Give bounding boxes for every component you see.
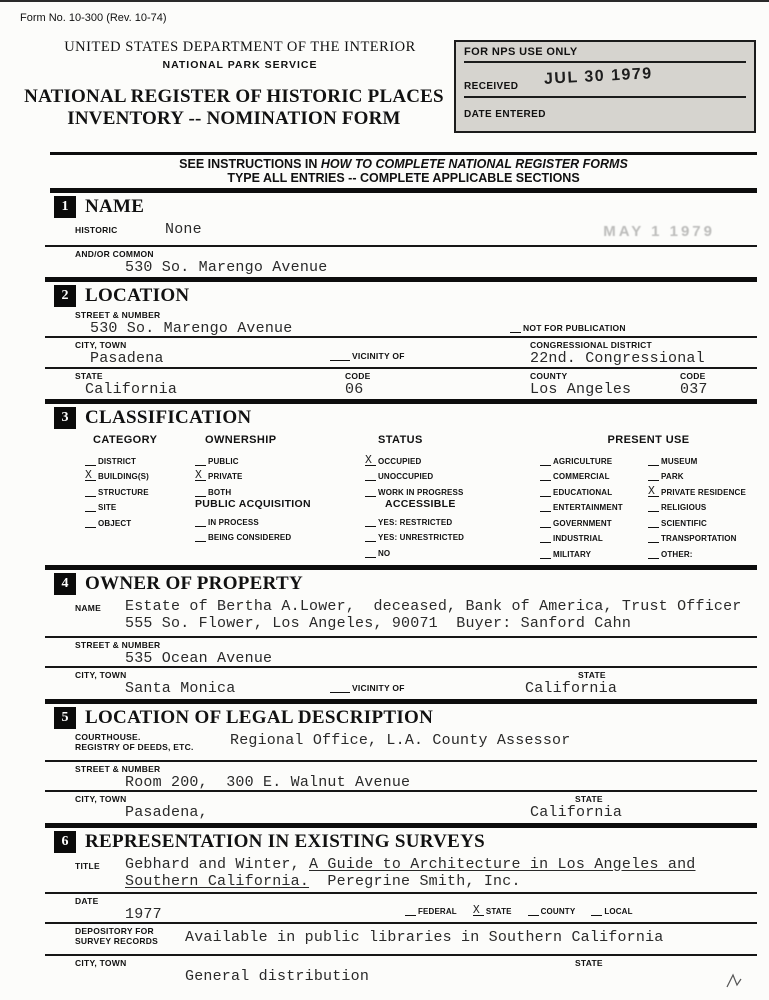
field-historic-name bbox=[45, 219, 757, 247]
checkbox-label: UNOCCUPIED bbox=[378, 472, 434, 481]
checkbox-mark bbox=[591, 905, 602, 916]
checkbox-mark bbox=[85, 517, 96, 528]
checkbox-label: PARK bbox=[661, 472, 684, 481]
historic-value: None bbox=[165, 221, 202, 238]
checkbox-label: STRUCTURE bbox=[98, 487, 149, 497]
checkbox-mark: X bbox=[85, 470, 96, 481]
checkbox-label: YES: RESTRICTED bbox=[378, 517, 453, 527]
section1-title: NAME bbox=[85, 196, 145, 217]
section3-title: CLASSIFICATION bbox=[85, 407, 252, 428]
checkbox-mark bbox=[540, 548, 551, 559]
survey-title-line2-underlined: Southern California. bbox=[125, 872, 310, 890]
checkbox-mark bbox=[648, 501, 659, 512]
checkbox-mark bbox=[648, 517, 659, 528]
checkbox-label: LOCAL bbox=[604, 906, 633, 916]
date-entered-row bbox=[464, 98, 746, 124]
checkbox-item-both bbox=[195, 481, 365, 497]
survey-title-label: TITLE bbox=[75, 860, 100, 871]
present-use-header: PRESENT USE bbox=[607, 434, 690, 446]
checkbox-item-other bbox=[648, 543, 746, 559]
depository-label-line1: DEPOSITORY FOR bbox=[75, 925, 154, 936]
checkbox-item-park bbox=[648, 466, 746, 482]
field-survey-title bbox=[45, 854, 757, 894]
checkbox-mark bbox=[85, 486, 96, 497]
checkbox-item-transportation bbox=[648, 528, 746, 544]
not-for-publication-label: NOT FOR PUBLICATION bbox=[523, 323, 626, 333]
owner-street-value: 535 Ocean Avenue bbox=[125, 649, 273, 667]
owner-vicinity-label: VICINITY OF bbox=[352, 682, 405, 693]
public-acquisition-checklist bbox=[195, 511, 365, 542]
received-date-stamp: JUL 30 1979 bbox=[543, 65, 654, 88]
classification-grid bbox=[45, 430, 757, 565]
checkbox-item-museum bbox=[648, 450, 746, 466]
owner-city-label: CITY, TOWN bbox=[75, 669, 127, 680]
section4-heading bbox=[45, 570, 757, 596]
checkbox-label: PRIVATE bbox=[208, 472, 243, 481]
checkbox-mark bbox=[648, 470, 659, 481]
section1-heading bbox=[45, 193, 757, 219]
checkbox-label: MILITARY bbox=[553, 549, 592, 559]
checkbox-mark bbox=[85, 455, 96, 466]
checkbox-item-object bbox=[85, 512, 195, 528]
state-code-value: 06 bbox=[345, 381, 364, 398]
survey-state-label: STATE bbox=[575, 957, 603, 968]
checkbox-mark bbox=[195, 455, 206, 466]
checkbox-label: OCCUPIED bbox=[378, 456, 422, 466]
section5-heading bbox=[45, 704, 757, 730]
section4-number-badge: 4 bbox=[54, 573, 76, 595]
survey-level-checklist bbox=[405, 896, 633, 920]
checkbox-mark bbox=[540, 486, 551, 497]
checkbox-item-state bbox=[473, 900, 512, 916]
owner-state-label: STATE bbox=[578, 669, 606, 680]
checkbox-mark bbox=[365, 470, 376, 481]
section-surveys bbox=[45, 823, 757, 986]
field-city-town bbox=[45, 338, 757, 369]
not-for-publication-blank bbox=[510, 322, 521, 333]
section2-heading bbox=[45, 282, 757, 308]
checkbox-item-industrial bbox=[540, 528, 648, 544]
form-title bbox=[14, 86, 454, 130]
not-for-publication bbox=[510, 322, 626, 333]
service-name: NATIONAL PARK SERVICE bbox=[162, 59, 318, 71]
checkbox-label: FEDERAL bbox=[418, 906, 457, 916]
checkbox-mark bbox=[195, 516, 206, 527]
legal-street-label: STREET & NUMBER bbox=[75, 763, 161, 774]
state-value: California bbox=[85, 381, 178, 398]
survey-title-underlined: A Guide to Architecture in Los Angeles and bbox=[309, 855, 696, 873]
ownership-header: OWNERSHIP bbox=[205, 434, 277, 446]
checkbox-mark bbox=[540, 501, 551, 512]
checkbox-label: IN PROCESS bbox=[208, 517, 259, 527]
checkbox-item-in-process bbox=[195, 511, 365, 527]
section-legal-description bbox=[45, 699, 757, 823]
field-legal-city bbox=[45, 792, 757, 823]
legal-state-value: California bbox=[530, 803, 623, 821]
survey-title-value-line1 bbox=[125, 856, 696, 873]
field-owner-name bbox=[45, 596, 757, 638]
agency-block bbox=[50, 39, 430, 71]
owner-state-value: California bbox=[525, 679, 618, 697]
checkbox-label: INDUSTRIAL bbox=[553, 534, 603, 543]
status-header: STATUS bbox=[378, 434, 423, 446]
date-entered-label: DATE ENTERED bbox=[464, 109, 546, 120]
field-owner-street bbox=[45, 638, 757, 668]
street-label: STREET & NUMBER bbox=[75, 310, 161, 320]
survey-city-label: CITY, TOWN bbox=[75, 957, 127, 968]
checkbox-mark bbox=[195, 486, 206, 497]
checkbox-item-private bbox=[195, 466, 365, 482]
common-label: AND/OR COMMON bbox=[75, 249, 154, 259]
checkbox-mark bbox=[365, 516, 376, 527]
congressional-district-label: CONGRESSIONAL DISTRICT bbox=[530, 340, 652, 350]
congressional-district-value: 22nd. Congressional bbox=[530, 350, 705, 367]
checkbox-label: AGRICULTURE bbox=[553, 456, 613, 466]
checkbox-mark bbox=[85, 501, 96, 512]
public-acquisition-header: PUBLIC ACQUISITION bbox=[195, 498, 311, 510]
field-courthouse bbox=[45, 730, 757, 762]
checkbox-item-being-considered bbox=[195, 527, 365, 543]
checkbox-item-military bbox=[540, 543, 648, 559]
survey-title-plain: Gebhard and Winter, bbox=[125, 855, 310, 873]
courthouse-label-line2: REGISTRY OF DEEDS, ETC. bbox=[75, 741, 194, 752]
checkbox-label: TRANSPORTATION bbox=[661, 534, 737, 543]
checkbox-item-entertainment bbox=[540, 497, 648, 513]
checkbox-item-private-residence bbox=[648, 481, 746, 497]
state-code-label: CODE bbox=[345, 371, 371, 381]
state-label: STATE bbox=[75, 371, 103, 381]
depository-value: Available in public libraries in Southern California bbox=[185, 928, 664, 946]
checkbox-item-yes-unrestricted bbox=[365, 527, 540, 543]
checkbox-label: GOVERNMENT bbox=[553, 518, 612, 528]
checkbox-label: WORK IN PROGRESS bbox=[378, 487, 464, 497]
survey-title-line2-plain: Peregrine Smith, Inc. bbox=[309, 872, 521, 890]
checkbox-item-work-in-progress bbox=[365, 481, 540, 497]
checkbox-item-federal bbox=[405, 900, 457, 916]
checkbox-mark bbox=[405, 905, 416, 916]
field-common-name bbox=[45, 247, 757, 277]
checkbox-item-public bbox=[195, 450, 365, 466]
checkbox-item-no bbox=[365, 542, 540, 558]
category-header: CATEGORY bbox=[93, 434, 158, 446]
nps-box-title: FOR NPS USE ONLY bbox=[464, 46, 746, 63]
checkbox-mark: X bbox=[195, 470, 206, 481]
owner-street-label: STREET & NUMBER bbox=[75, 639, 161, 650]
owner-name-value-line2: 555 So. Flower, Los Angeles, 90071 Buyer: Sanford Cahn bbox=[125, 614, 632, 632]
checkbox-label: SITE bbox=[98, 503, 117, 512]
owner-city-value: Santa Monica bbox=[125, 679, 236, 697]
survey-city-value: General distribution bbox=[185, 967, 370, 985]
checkbox-label: OTHER: bbox=[661, 549, 693, 559]
checkbox-label: RELIGIOUS bbox=[661, 503, 707, 512]
checkbox-item-scientific bbox=[648, 512, 746, 528]
checkbox-item-building-s bbox=[85, 466, 195, 482]
instructions-line1 bbox=[50, 158, 757, 172]
city-value: Pasadena bbox=[90, 350, 164, 367]
nps-use-only-box bbox=[454, 40, 756, 133]
courthouse-value: Regional Office, L.A. County Assessor bbox=[230, 731, 571, 749]
checkbox-mark bbox=[540, 455, 551, 466]
checkbox-label: MUSEUM bbox=[661, 456, 698, 466]
checkbox-mark bbox=[365, 486, 376, 497]
checkbox-item-site bbox=[85, 497, 195, 513]
field-survey-city bbox=[45, 956, 757, 986]
checkbox-mark bbox=[365, 547, 376, 558]
section-location bbox=[45, 277, 757, 399]
checkbox-mark bbox=[648, 532, 659, 543]
present-use-checklist-2 bbox=[648, 450, 746, 559]
legal-city-value: Pasadena, bbox=[125, 803, 208, 821]
checkbox-label: PRIVATE RESIDENCE bbox=[661, 487, 746, 497]
checkbox-mark bbox=[540, 517, 551, 528]
pencil-mark bbox=[725, 972, 747, 990]
checkbox-mark bbox=[648, 548, 659, 559]
section6-number-badge: 6 bbox=[54, 831, 76, 853]
checkbox-mark bbox=[648, 455, 659, 466]
county-code-label: CODE bbox=[680, 371, 706, 381]
checkbox-mark bbox=[528, 905, 539, 916]
form-number: Form No. 10-300 (Rev. 10-74) bbox=[20, 12, 167, 24]
checkbox-label: BEING CONSIDERED bbox=[208, 533, 292, 542]
checkbox-label: PUBLIC bbox=[208, 456, 239, 466]
field-depository bbox=[45, 924, 757, 956]
checkbox-label: OBJECT bbox=[98, 518, 132, 528]
survey-title-value-line2 bbox=[125, 873, 696, 890]
checkbox-item-district bbox=[85, 450, 195, 466]
checkbox-item-agriculture bbox=[540, 450, 648, 466]
courthouse-label-line1: COURTHOUSE. bbox=[75, 731, 141, 742]
section6-heading bbox=[45, 828, 757, 854]
form-title-line1: NATIONAL REGISTER OF HISTORIC PLACES bbox=[24, 86, 444, 107]
field-street-number bbox=[45, 308, 757, 338]
checkbox-label: BUILDING(S) bbox=[98, 472, 149, 481]
checkbox-item-county bbox=[528, 900, 576, 916]
owner-name-label: NAME bbox=[75, 602, 102, 613]
legal-city-label: CITY, TOWN bbox=[75, 793, 127, 804]
vicinity-blank-line bbox=[330, 350, 350, 361]
checkbox-label: SCIENTIFIC bbox=[661, 518, 707, 528]
checkbox-item-educational bbox=[540, 481, 648, 497]
vicinity-label: VICINITY OF bbox=[352, 351, 405, 361]
section3-number-badge: 3 bbox=[54, 407, 76, 429]
checkbox-mark: X bbox=[365, 455, 376, 466]
field-survey-date bbox=[45, 894, 757, 924]
section-owner bbox=[45, 565, 757, 699]
historic-label: HISTORIC bbox=[75, 225, 118, 235]
checkbox-item-religious bbox=[648, 497, 746, 513]
checkbox-item-government bbox=[540, 512, 648, 528]
survey-date-value: 1977 bbox=[125, 905, 162, 923]
section-name bbox=[45, 193, 757, 277]
checkbox-mark bbox=[540, 532, 551, 543]
owner-name-value-line1: Estate of Bertha A.Lower, deceased, Bank of America, Trust Officer bbox=[125, 597, 742, 615]
checkbox-item-occupied bbox=[365, 450, 540, 466]
received-row bbox=[464, 63, 746, 98]
checkbox-mark bbox=[195, 531, 206, 542]
legal-street-value: Room 200, 300 E. Walnut Avenue bbox=[125, 773, 411, 791]
legal-state-label: STATE bbox=[575, 793, 603, 804]
department-name: UNITED STATES DEPARTMENT OF THE INTERIOR bbox=[64, 39, 416, 55]
checkbox-item-yes-restricted bbox=[365, 511, 540, 527]
checkbox-label: COMMERCIAL bbox=[553, 472, 610, 481]
accessible-header: ACCESSIBLE bbox=[385, 498, 456, 510]
section4-title: OWNER OF PROPERTY bbox=[85, 572, 304, 594]
field-legal-street bbox=[45, 762, 757, 792]
instructions-banner bbox=[50, 152, 757, 193]
checkbox-label: BOTH bbox=[208, 487, 232, 497]
checkbox-label: DISTRICT bbox=[98, 456, 137, 466]
section5-title: LOCATION OF LEGAL DESCRIPTION bbox=[85, 706, 434, 728]
checkbox-label: COUNTY bbox=[540, 906, 576, 916]
field-owner-city bbox=[45, 668, 757, 699]
checkbox-label: YES: UNRESTRICTED bbox=[378, 533, 465, 542]
instructions-line2: TYPE ALL ENTRIES -- COMPLETE APPLICABLE SECTIONS bbox=[227, 170, 580, 185]
checkbox-label: EDUCATIONAL bbox=[553, 487, 613, 497]
form-header bbox=[0, 2, 769, 152]
section3-heading bbox=[45, 404, 757, 430]
checkbox-item-local bbox=[591, 900, 632, 916]
street-value: 530 So. Marengo Avenue bbox=[90, 320, 293, 337]
common-value: 530 So. Marengo Avenue bbox=[125, 259, 328, 276]
form-title-line2: INVENTORY -- NOMINATION FORM bbox=[67, 108, 401, 129]
received-label: RECEIVED bbox=[464, 81, 519, 92]
field-state-code-county bbox=[45, 369, 757, 399]
category-checklist bbox=[85, 450, 195, 528]
present-use-checklist-1 bbox=[540, 450, 648, 559]
checkbox-item-unoccupied bbox=[365, 466, 540, 482]
accessible-checklist bbox=[365, 511, 540, 558]
county-value: Los Angeles bbox=[530, 381, 632, 398]
checkbox-label: ENTERTAINMENT bbox=[553, 503, 623, 512]
checkbox-item-structure bbox=[85, 481, 195, 497]
section2-title: LOCATION bbox=[85, 285, 190, 306]
checkbox-label: NO bbox=[378, 548, 391, 558]
county-label: COUNTY bbox=[530, 371, 568, 381]
vicinity-blank-line bbox=[330, 682, 350, 693]
survey-date-label: DATE bbox=[75, 895, 99, 906]
section2-number-badge: 2 bbox=[54, 285, 76, 307]
section6-title: REPRESENTATION IN EXISTING SURVEYS bbox=[85, 830, 486, 852]
checkbox-mark bbox=[365, 531, 376, 542]
checkbox-item-commercial bbox=[540, 466, 648, 482]
status-checklist bbox=[365, 450, 540, 497]
checkbox-mark: X bbox=[648, 486, 659, 497]
section-classification bbox=[45, 399, 757, 565]
county-code-value: 037 bbox=[680, 381, 708, 398]
city-label: CITY, TOWN bbox=[75, 340, 127, 350]
instructions-line1-italic: HOW TO COMPLETE NATIONAL REGISTER FORMS bbox=[320, 157, 628, 171]
depository-label-line2: SURVEY RECORDS bbox=[75, 935, 159, 946]
instructions-line1-pre: SEE INSTRUCTIONS IN bbox=[179, 157, 321, 171]
ownership-checklist bbox=[195, 450, 365, 497]
section5-number-badge: 5 bbox=[54, 707, 76, 729]
checkbox-mark: X bbox=[473, 905, 484, 916]
faint-date-stamp: MAY 1 1979 bbox=[603, 223, 715, 240]
checkbox-label: STATE bbox=[485, 906, 512, 916]
checkbox-mark bbox=[540, 470, 551, 481]
section1-number-badge: 1 bbox=[54, 196, 76, 218]
